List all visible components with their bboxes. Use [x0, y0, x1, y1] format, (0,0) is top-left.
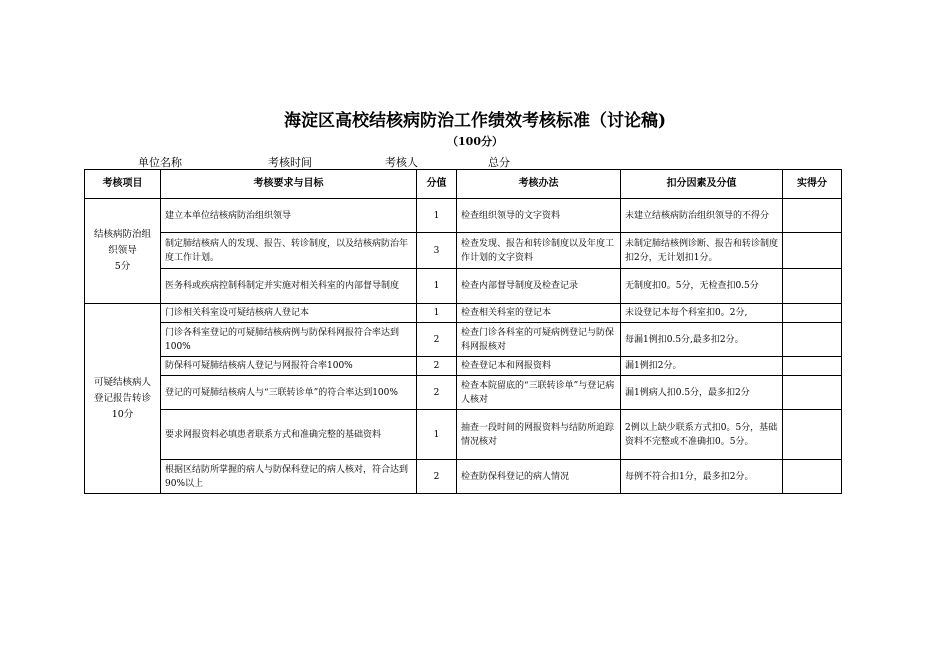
score-cell: 2 — [417, 323, 457, 357]
category-line: 登记报告转诊 — [93, 392, 151, 404]
table-row — [85, 199, 842, 233]
deduction-cell: 无制度扣0。5分，无检查扣0.5分 — [621, 269, 783, 304]
table-row — [85, 376, 842, 410]
requirement-cell: 医务科或疾病控制科制定并实施对相关科室的内部督导制度 — [161, 269, 417, 304]
method-cell: 检查防保科登记的病人情况 — [457, 460, 621, 494]
actual-score-cell[interactable] — [783, 233, 842, 269]
requirement-cell: 门诊相关科室设可疑结核病人登记本 — [161, 304, 417, 323]
header-score: 分值 — [417, 170, 457, 199]
document-title: 海淀区高校结核病防治工作绩效考核标准（讨论稿) — [283, 111, 667, 131]
score-cell: 1 — [417, 304, 457, 323]
meta-examiner: 考核人 — [385, 156, 418, 169]
deduction-cell: 未设登记本每个科室扣0。2分, — [621, 304, 783, 323]
method-cell: 抽查一段时间的网报资料与结防所追踪情况核对 — [457, 410, 621, 460]
deduction-cell: 每漏1例扣0.5分,最多扣2分。 — [621, 323, 783, 357]
header-deduction: 扣分因素及分值 — [621, 170, 783, 199]
table-row — [85, 460, 842, 494]
score-cell: 1 — [417, 199, 457, 233]
document-subtitle: （100分） — [447, 135, 503, 148]
score-cell: 1 — [417, 410, 457, 460]
assessment-table — [84, 169, 842, 494]
score-cell: 2 — [417, 376, 457, 410]
actual-score-cell[interactable] — [783, 269, 842, 304]
table-row — [85, 233, 842, 269]
meta-exam-time: 考核时间 — [268, 156, 312, 169]
requirement-cell: 登记的可疑肺结核病人与“三联转诊单”的符合率达到100% — [161, 376, 417, 410]
actual-score-cell[interactable] — [783, 460, 842, 494]
table-row — [85, 410, 842, 460]
deduction-cell: 2例以上缺少联系方式扣0。5分，基础资料不完整或不准确扣0。5分。 — [621, 410, 783, 460]
deduction-cell: 未制定肺结核例诊断、报告和转诊制度扣2分，无计划扣1分。 — [621, 233, 783, 269]
header-actual-score: 实得分 — [783, 170, 842, 199]
score-cell: 2 — [417, 460, 457, 494]
category-score: 10分 — [111, 408, 134, 420]
method-cell: 检查组织领导的文字资料 — [457, 199, 621, 233]
table-row — [85, 357, 842, 376]
deduction-cell: 漏1例病人扣0.5分，最多扣2分 — [621, 376, 783, 410]
requirement-cell: 要求网报资料必填患者联系方式和准确完整的基础资料 — [161, 410, 417, 460]
header-category: 考核项目 — [85, 170, 161, 199]
table-row — [85, 269, 842, 304]
table-header-row — [85, 170, 842, 199]
category-line: 可疑结核病人 — [93, 376, 151, 388]
actual-score-cell[interactable] — [783, 323, 842, 357]
actual-score-cell[interactable] — [783, 304, 842, 323]
deduction-cell: 未建立结核病防治组织领导的不得分 — [621, 199, 783, 233]
score-cell: 1 — [417, 269, 457, 304]
score-cell: 2 — [417, 357, 457, 376]
requirement-cell: 根据区结防所掌握的病人与防保科登记的病人核对，符合达到90%以上 — [161, 460, 417, 494]
deduction-cell: 漏1例扣2分。 — [621, 357, 783, 376]
actual-score-cell[interactable] — [783, 376, 842, 410]
meta-total-score: 总分 — [488, 156, 510, 169]
requirement-cell: 门诊各科室登记的可疑肺结核病例与防保科网报符合率达到100% — [161, 323, 417, 357]
requirement-cell: 制定肺结核病人的发现、报告、转诊制度，以及结核病防治年度工作计划。 — [161, 233, 417, 269]
actual-score-cell[interactable] — [783, 199, 842, 233]
deduction-cell: 每例不符合扣1分，最多扣2分。 — [621, 460, 783, 494]
category-cell — [85, 199, 161, 304]
method-cell: 检查内部督导制度及检查记录 — [457, 269, 621, 304]
method-cell: 检查本院留底的“三联转诊单”与登记病人核对 — [457, 376, 621, 410]
header-method: 考核办法 — [457, 170, 621, 199]
table-row — [85, 304, 842, 323]
actual-score-cell[interactable] — [783, 410, 842, 460]
table-row — [85, 323, 842, 357]
meta-unit-name: 单位名称 — [138, 156, 182, 169]
requirement-cell: 防保科可疑肺结核病人登记与网报符合率100% — [161, 357, 417, 376]
category-cell — [85, 304, 161, 494]
category-line: 织领导 — [108, 245, 137, 256]
actual-score-cell[interactable] — [783, 357, 842, 376]
category-score: 5分 — [114, 261, 131, 272]
score-cell: 3 — [417, 233, 457, 269]
header-requirement: 考核要求与目标 — [161, 170, 417, 199]
method-cell: 检查相关科室的登记本 — [457, 304, 621, 323]
method-cell: 检查门诊各科室的可疑病例登记与防保科网报核对 — [457, 323, 621, 357]
method-cell: 检查登记本和网报资料 — [457, 357, 621, 376]
category-line: 结核病防治组 — [93, 229, 151, 240]
method-cell: 检查发现、报告和转诊制度以及年度工作计划的文字资料 — [457, 233, 621, 269]
requirement-cell: 建立本单位结核病防治组织领导 — [161, 199, 417, 233]
